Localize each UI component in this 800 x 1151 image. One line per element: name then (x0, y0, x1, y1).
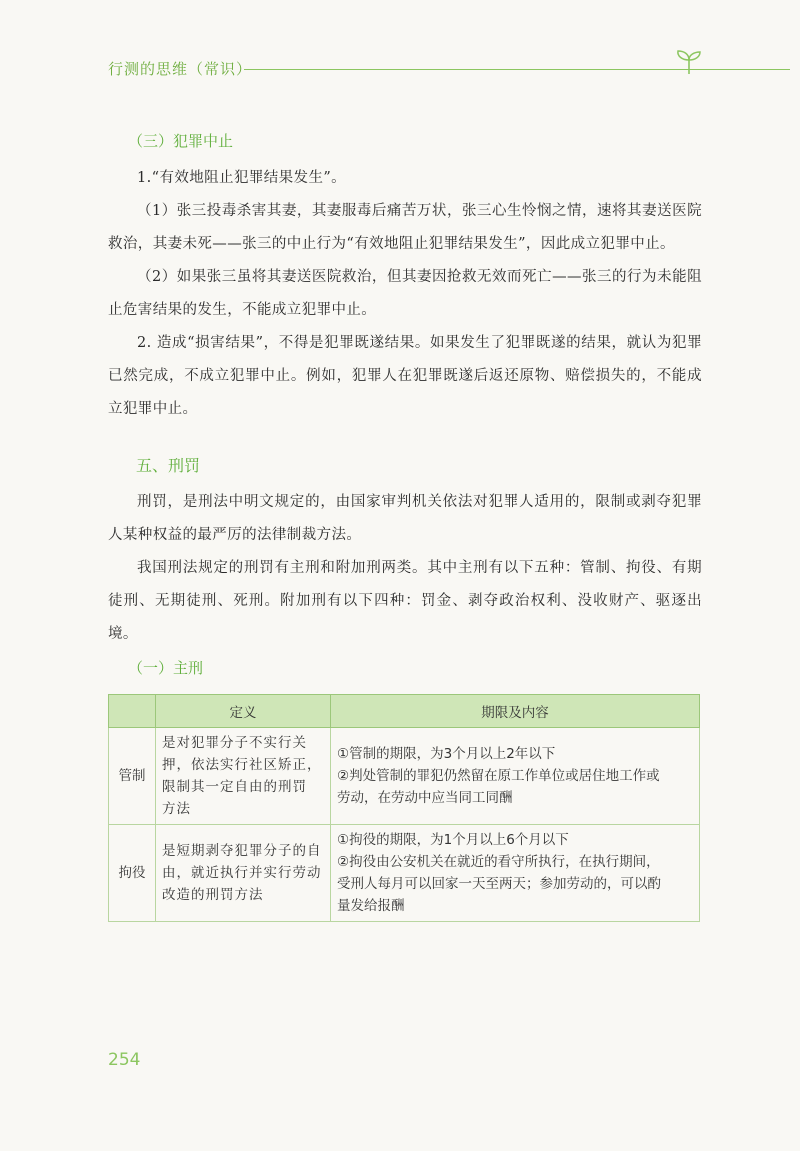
cell-line: 方法 (162, 801, 191, 817)
paragraph: 刑罚，是刑法中明文规定的，由国家审判机关依法对犯罪人适用的，限制或剥夺犯罪人某种权益的最严厉的法律制裁方法。 (108, 494, 702, 543)
sprout-icon (674, 46, 704, 76)
definition-cell (156, 825, 331, 922)
table-header-cell: 期限及内容 (331, 695, 700, 728)
cell-line: ②判处管制的罪犯仍然留在原工作单位或居住地工作或 (337, 768, 660, 784)
paragraph: 我国刑法规定的刑罚有主刑和附加刑两类。其中主刑有以下五种：管制、拘役、有期徒刑、无期徒刑、死刑。附加刑有以下四种：罚金、剥夺政治权利、没收财产、驱逐出境。 (108, 560, 702, 642)
paragraph: （1）张三投毒杀害其妻，其妻服毒后痛苦万状，张三心生怜悯之情，速将其妻送医院救治，其妻未死——张三的中止行为“有效地阻止犯罪结果发生”，因此成立犯罪中止。 (108, 203, 702, 252)
subsection-heading-main-penalty: （一）主刑 (128, 659, 204, 677)
cell-line: 是短期剥夺犯罪分子的自 (162, 843, 322, 859)
section-heading-crime-stop: （三）犯罪中止 (128, 132, 234, 150)
page-number: 254 (108, 1050, 141, 1070)
paragraph: 1.“有效地阻止犯罪结果发生”。 (137, 170, 347, 186)
header-rule (244, 69, 790, 70)
section-heading-punishment: 五、刑罚 (136, 456, 201, 475)
running-header (108, 58, 708, 84)
running-header-title: 行测的思维（常识） (108, 60, 253, 78)
cell-line: ②拘役由公安机关在就近的看守所执行，在执行期间， (337, 854, 660, 870)
cell-line: ①管制的期限，为3个月以上2年以下 (337, 746, 556, 762)
cell-line: 押，依法实行社区矫正， (162, 757, 322, 773)
cell-line: 是对犯罪分子不实行关 (162, 735, 307, 751)
definition-cell (156, 728, 331, 825)
content-cell (331, 825, 700, 922)
main-penalty-table (108, 694, 700, 922)
row-label: 拘役 (109, 825, 156, 922)
cell-line: 由，就近执行并实行劳动 (162, 865, 322, 881)
table-row (109, 728, 700, 825)
cell-line: ①拘役的期限，为1个月以上6个月以下 (337, 832, 569, 848)
cell-line: 限制其一定自由的刑罚 (162, 779, 307, 795)
page-body (108, 128, 702, 689)
cell-line: 改造的刑罚方法 (162, 887, 264, 903)
row-label: 管制 (109, 728, 156, 825)
table-header-row (109, 695, 700, 728)
table-row (109, 825, 700, 922)
table-header-cell: 定义 (156, 695, 331, 728)
cell-line: 劳动，在劳动中应当同工同酬 (337, 790, 513, 806)
paragraph: 2. 造成“损害结果”，不得是犯罪既遂结果。如果发生了犯罪既遂的结果，就认为犯罪已然完成，不成立犯罪中止。例如，犯罪人在犯罪既遂后返还原物、赔偿损失的，不能成立犯罪中止。 (108, 335, 702, 417)
table-header-cell (109, 695, 156, 728)
cell-line: 受刑人每月可以回家一天至两天；参加劳动的，可以酌 (337, 876, 661, 892)
cell-line: 量发给报酬 (337, 898, 405, 914)
paragraph: （2）如果张三虽将其妻送医院救治，但其妻因抢救无效而死亡——张三的行为未能阻止危害结果的发生，不能成立犯罪中止。 (108, 269, 702, 318)
content-cell (331, 728, 700, 825)
